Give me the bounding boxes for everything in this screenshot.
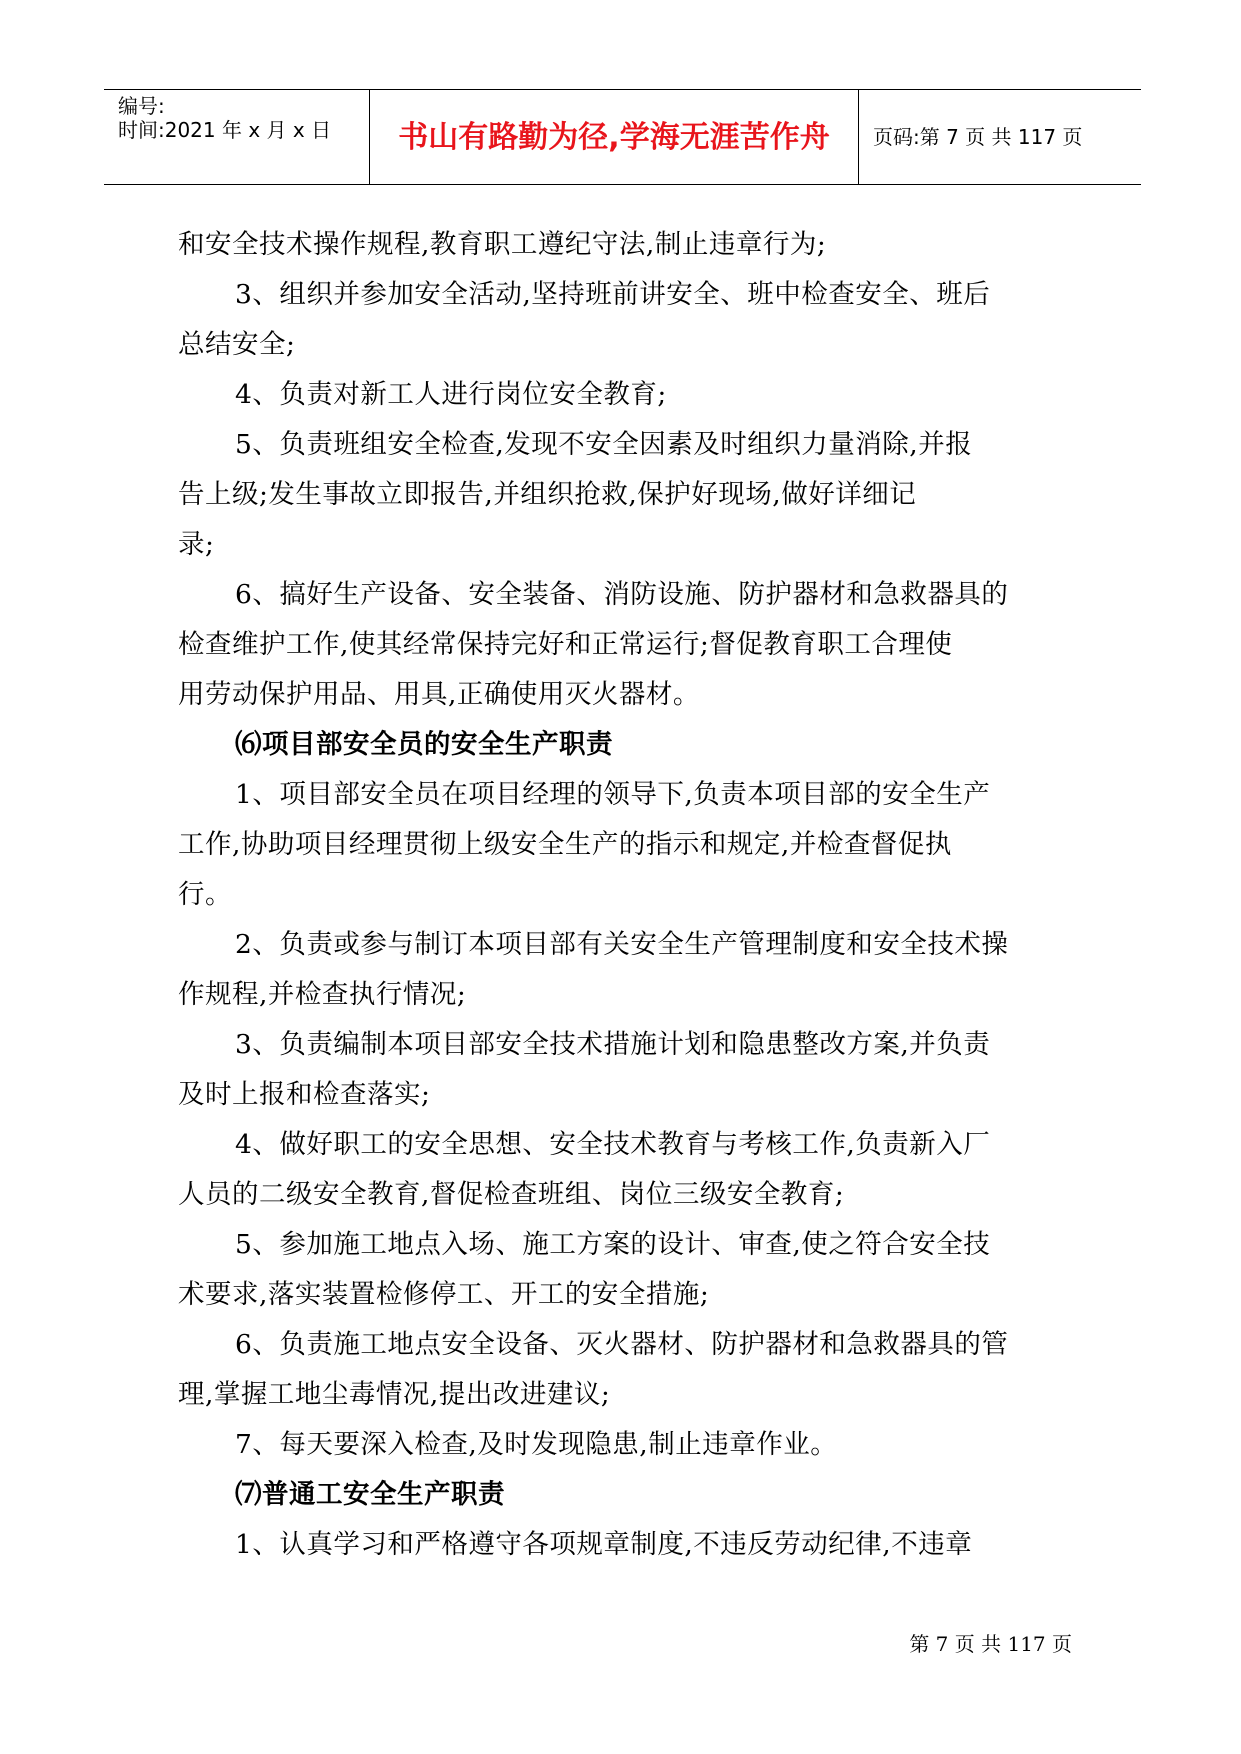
text-line: 告上级;发生事故立即报告,并组织抢救,保护好现场,做好详细记 <box>178 479 917 510</box>
text-line: 术要求,落实装置检修停工、开工的安全措施; <box>178 1279 710 1310</box>
text-line: 6、搞好生产设备、安全装备、消防设施、防护器材和急救器具的 <box>235 579 1009 610</box>
text-line: 3、组织并参加安全活动,坚持班前讲安全、班中检查安全、班后 <box>235 279 991 310</box>
text-line: 4、负责对新工人进行岗位安全教育; <box>235 379 667 410</box>
header-info-cell <box>104 90 370 184</box>
document-header <box>104 89 1141 185</box>
header-motto-cell <box>370 90 859 184</box>
text-line: 人员的二级安全教育,督促检查班组、岗位三级安全教育; <box>178 1179 845 1210</box>
text-line: 理,掌握工地尘毒情况,提出改进建议; <box>178 1379 611 1410</box>
text-line: 工作,协助项目经理贯彻上级安全生产的指示和规定,并检查督促执 <box>178 829 952 860</box>
number-label: 编号: <box>118 94 165 118</box>
text-line: 1、项目部安全员在项目经理的领导下,负责本项目部的安全生产 <box>235 779 991 810</box>
section-heading: ⑺普通工安全生产职责 <box>235 1479 505 1510</box>
text-line: 检查维护工作,使其经常保持完好和正常运行;督促教育职工合理使 <box>178 629 953 660</box>
text-line: 1、认真学习和严格遵守各项规章制度,不违反劳动纪律,不违章 <box>235 1529 973 1560</box>
text-line: 5、负责班组安全检查,发现不安全因素及时组织力量消除,并报 <box>235 429 973 460</box>
text-line: 4、做好职工的安全思想、安全技术教育与考核工作,负责新入厂 <box>235 1129 991 1160</box>
text-line: 2、负责或参与制订本项目部有关安全生产管理制度和安全技术操 <box>235 929 1009 960</box>
text-line: 6、负责施工地点安全设备、灭火器材、防护器材和急救器具的管 <box>235 1329 1009 1360</box>
text-line: 作规程,并检查执行情况; <box>178 979 467 1010</box>
text-line: 7、每天要深入检查,及时发现隐患,制止违章作业。 <box>235 1429 838 1460</box>
text-line: 3、负责编制本项目部安全技术措施计划和隐患整改方案,并负责 <box>235 1029 991 1060</box>
text-line: 行。 <box>178 879 232 910</box>
text-line: 5、参加施工地点入场、施工方案的设计、审查,使之符合安全技 <box>235 1229 991 1260</box>
text-line: 及时上报和检查落实; <box>178 1079 431 1110</box>
header-motto: 书山有路勤为径,学海无涯苦作舟 <box>398 120 830 155</box>
text-line: 总结安全; <box>178 329 296 360</box>
time-label: 时间:2021 年 x 月 x 日 <box>118 118 332 142</box>
page-footer: 第 7 页 共 117 页 <box>909 1632 1072 1656</box>
text-line: 用劳动保护用品、用具,正确使用灭火器材。 <box>178 679 700 710</box>
text-line: 录; <box>178 529 215 560</box>
header-page-cell <box>859 90 1141 184</box>
text-line: 和安全技术操作规程,教育职工遵纪守法,制止违章行为; <box>178 229 827 260</box>
header-page-info: 页码:第 7 页 共 117 页 <box>873 125 1083 149</box>
document-body <box>178 220 1070 1570</box>
section-heading: ⑹项目部安全员的安全生产职责 <box>235 729 613 760</box>
